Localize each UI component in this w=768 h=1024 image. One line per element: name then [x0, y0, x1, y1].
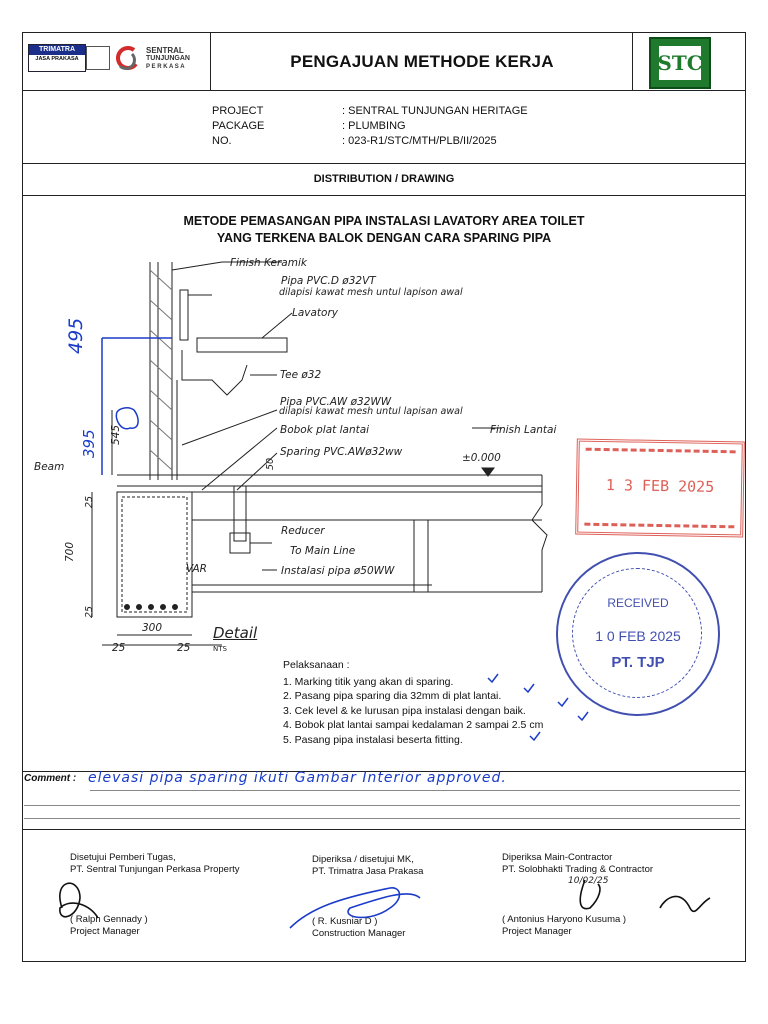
divider: [22, 163, 746, 164]
dim-25: 25: [84, 495, 95, 508]
list-item: 2. Pasang pipa sparing dia 32mm di plat lantai.: [283, 690, 502, 702]
certification-badge: [86, 46, 110, 70]
drawing-title: METODE PEMASANGAN PIPA INSTALASI LAVATORY AREA TOILET YANG TERKENA BALOK DENGAN CARA SPARING PIPA: [183, 214, 585, 245]
section-title: DISTRIBUTION / DRAWING: [313, 173, 455, 185]
label-detail: Detail: [213, 624, 258, 642]
project-info-labels: PROJECT PACKAGE NO.: [212, 105, 265, 147]
signature-block-contractor: Diperiksa Main-Contractor PT. Solobhakti Trading & Contractor ( Antonius Haryono Kusuma ) Project Manager: [502, 852, 654, 937]
label-sparing: Sparing PVC.AWø32ww: [280, 446, 403, 458]
pelaksanaan-heading: Pelaksanaan :: [283, 659, 350, 671]
sentral-logo-mark: [112, 44, 142, 74]
label-pipa-pvc-aw: Pipa PVC.AW ø32WW: [280, 396, 392, 408]
page-title: PENGAJUAN METHODE KERJA: [290, 52, 554, 71]
label-lavatory: Lavatory: [292, 307, 339, 319]
list-item: 3. Cek level & ke lurusan pipa instalasi dengan baik.: [283, 704, 526, 717]
received-stamp-red: 1 3 FEB 2025: [575, 439, 745, 538]
list-item: 1. Marking titik yang akan di sparing.: [283, 675, 454, 688]
signature-block-owner: Disetujui Pemberi Tugas, PT. Sentral Tunjungan Perkasa Property ( Ralph Gennady ) Project Manager: [70, 852, 240, 937]
label-finish-keramik: Finish Keramik: [230, 257, 307, 269]
label-reducer: Reducer: [281, 525, 325, 537]
divider: [632, 32, 633, 90]
dim-25: 25: [177, 642, 191, 654]
project-info-values: : SENTRAL TUNJUNGAN HERITAGE : PLUMBING : 023-R1/STC/MTH/PLB/II/2025: [342, 105, 528, 147]
divider: [210, 32, 211, 90]
label-var: VAR: [186, 563, 207, 575]
label-bobok: Bobok plat lantai: [280, 424, 370, 436]
comment-line: [90, 790, 740, 791]
signature-date: 10/02/25: [568, 876, 609, 886]
comment-line: [24, 818, 740, 819]
trimatra-logo: TRIMATRA JASA PRAKASA: [28, 44, 86, 72]
dim-545: 545: [110, 424, 122, 445]
label-level: ±0.000: [462, 452, 501, 464]
stc-logo: STC: [649, 37, 711, 89]
dim-25: 25: [112, 642, 126, 654]
comment-line: [24, 805, 740, 806]
label-nts: NTS: [213, 645, 227, 653]
label-beam: Beam: [34, 461, 65, 473]
dim-25: 25: [84, 605, 95, 618]
received-stamp-blue: RECEIVED 1 0 FEB 2025 PT. TJP: [556, 552, 720, 716]
label-pipa-pvc-d: Pipa PVC.D ø32VT: [281, 275, 376, 287]
comment-handwritten: elevasi pipa sparing ikuti Gambar Interior approved.: [88, 770, 507, 786]
comment-label: Comment :: [24, 773, 77, 784]
list-item: 4. Bobok plat lantai sampai kedalaman 2 sampai 2.5 cm: [283, 719, 544, 731]
dim-395: 395: [80, 429, 98, 458]
label-to-main-line: To Main Line: [290, 545, 356, 557]
label-instalasi: Instalasi pipa ø50WW: [281, 565, 395, 577]
sentral-logo-text: SENTRAL TUNJUNGAN P E R K A S A: [146, 46, 190, 70]
list-item: 5. Pasang pipa instalasi beserta fitting.: [283, 733, 463, 746]
dim-700: 700: [64, 541, 76, 562]
dim-495: 495: [65, 317, 87, 354]
label-pipa-pvc-aw-note: dilapisi kawat mesh untul lapisan awal: [279, 406, 463, 417]
handwritten-signatures: [50, 868, 750, 948]
dim-50: 50: [265, 457, 276, 470]
divider: [22, 195, 746, 196]
label-tee: Tee ø32: [280, 369, 322, 381]
label-finish-lantai: Finish Lantai: [490, 424, 557, 436]
signature-block-mk: Diperiksa / disetujui MK, PT. Trimatra Jasa Prakasa ( R. Kusniar D ) Construction Manager: [312, 854, 424, 939]
divider: [22, 90, 746, 91]
divider: [22, 829, 746, 830]
dim-300: 300: [142, 622, 163, 634]
label-pipa-pvc-d-note: dilapisi kawat mesh untul lapison awal: [279, 287, 463, 298]
